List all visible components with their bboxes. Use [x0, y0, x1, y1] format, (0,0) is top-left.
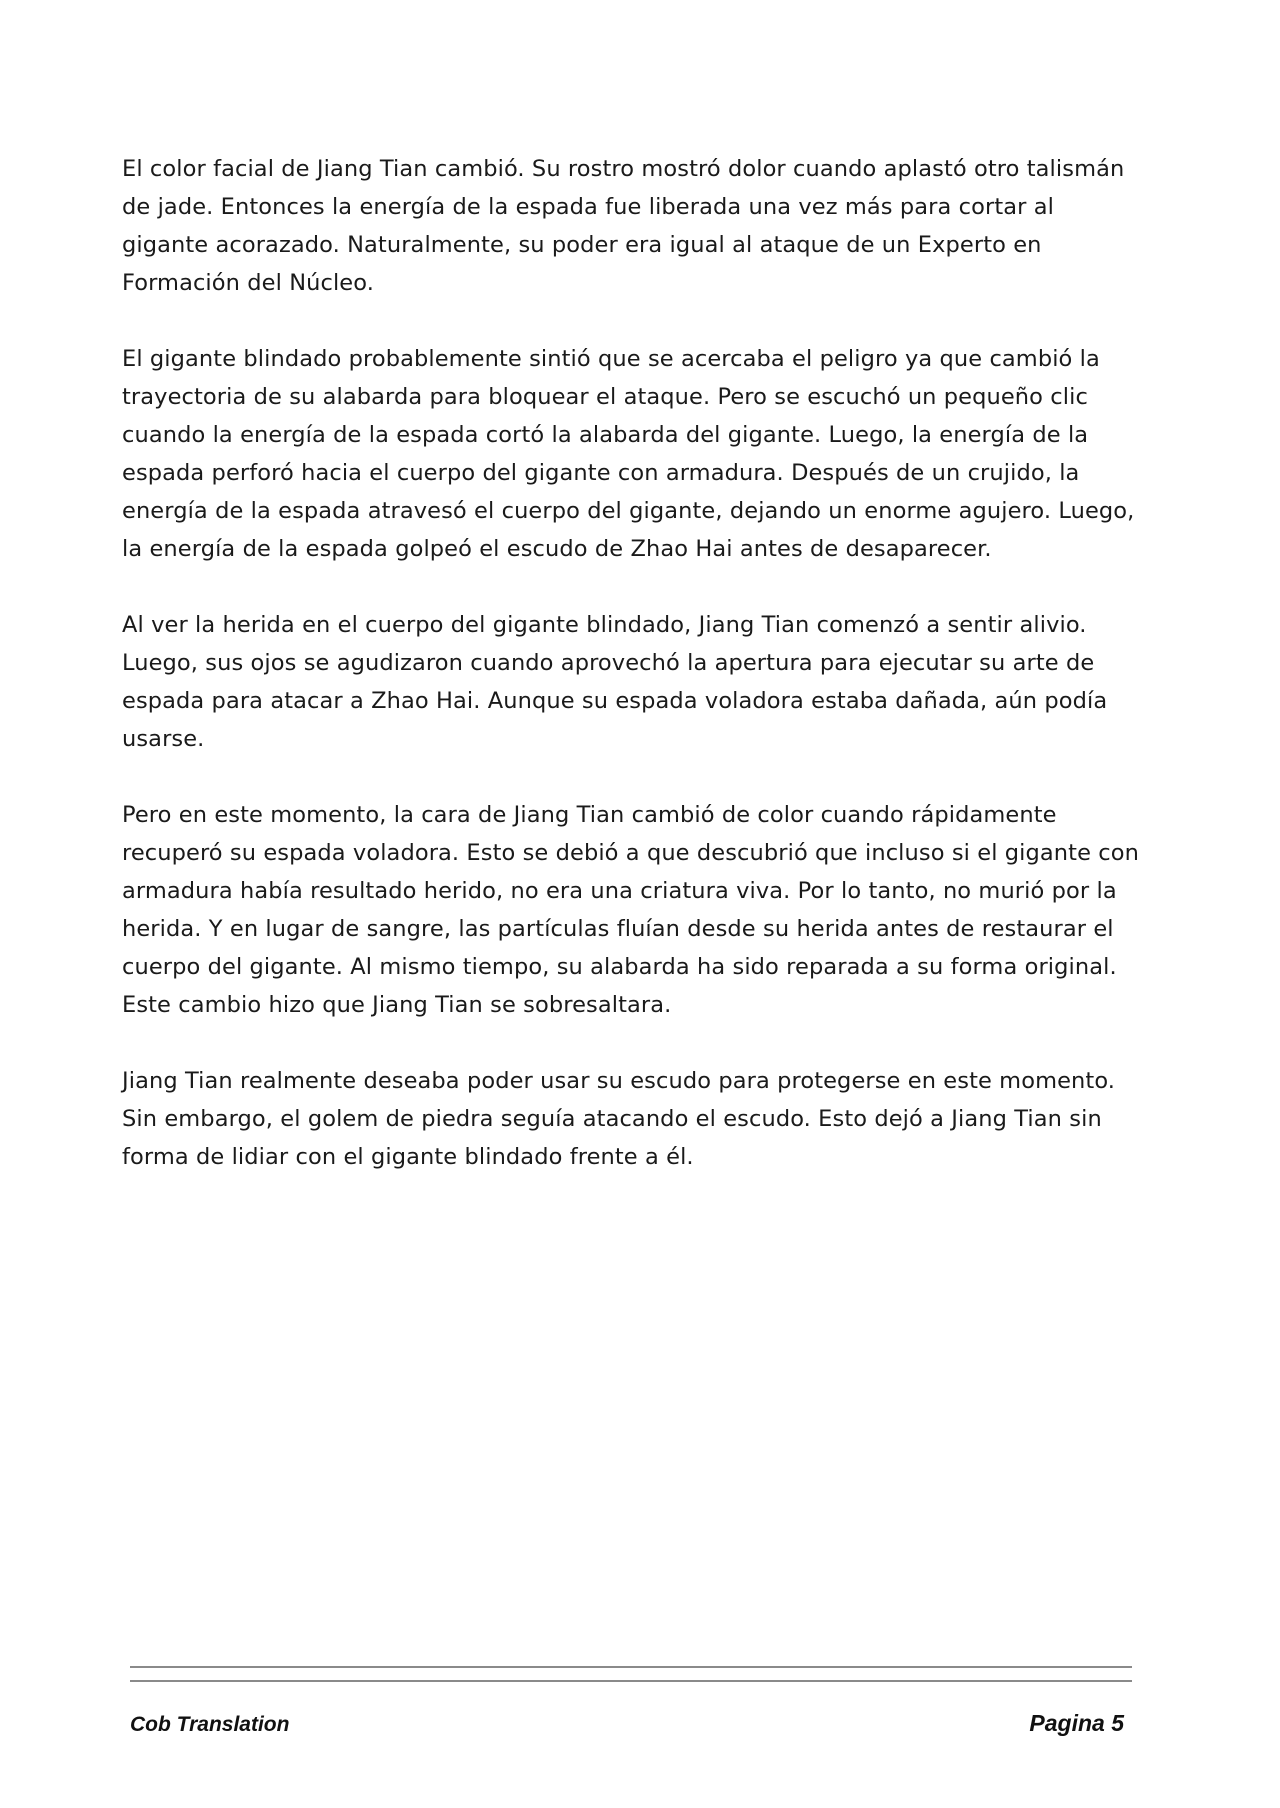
page-number: Pagina 5 [1029, 1710, 1124, 1736]
footer-divider [130, 1666, 1132, 1694]
document-body [122, 150, 1142, 1214]
footer-rule-top [130, 1666, 1132, 1668]
page-footer [130, 1710, 1124, 1737]
paragraph: Jiang Tian realmente deseaba poder usar su escudo para protegerse en este momento. Sin embargo, el golem de piedra seguía atacando el escudo. Esto dejó a Jiang Tian sin forma de lidiar con el gigante blindado frente a él. [122, 1068, 1116, 1170]
footer-rule-bottom [130, 1680, 1132, 1682]
paragraph: El gigante blindado probablemente sintió que se acercaba el peligro ya que cambió la trayectoria de su alabarda para bloquear el ataque. Pero se escuchó un pequeño clic cuando la energía de la espada cortó la alabarda del gigante. Luego, la energía de la espada perforó hacia el cuerpo del gigante con armadura. Después de un crujido, la energía de la espada atravesó el cuerpo del gigante, dejando un enorme agujero. Luego, la energía de la espada golpeó el escudo de Zhao Hai antes de desaparecer. [122, 346, 1135, 562]
paragraph: El color facial de Jiang Tian cambió. Su rostro mostró dolor cuando aplastó otro talismán de jade. Entonces la energía de la espada fue liberada una vez más para cortar al gigante acorazado. Naturalmente, su poder era igual al ataque de un Experto en Formación del Núcleo. [122, 156, 1125, 296]
paragraph: Pero en este momento, la cara de Jiang Tian cambió de color cuando rápidamente recuperó su espada voladora. Esto se debió a que descubrió que incluso si el gigante con armadura había resultado herido, no era una criatura viva. Por lo tanto, no murió por la herida. Y en lugar de sangre, las partículas fluían desde su herida antes de restaurar el cuerpo del gigante. Al mismo tiempo, su alabarda ha sido reparada a su forma original. Este cambio hizo que Jiang Tian se sobresaltara. [122, 802, 1139, 1018]
footer-credit: Cob Translation [130, 1713, 290, 1736]
paragraph: Al ver la herida en el cuerpo del gigante blindado, Jiang Tian comenzó a sentir alivio. Luego, sus ojos se agudizaron cuando aprovechó la apertura para ejecutar su arte de espada para atacar a Zhao Hai. Aunque su espada voladora estaba dañada, aún podía usarse. [122, 612, 1108, 752]
